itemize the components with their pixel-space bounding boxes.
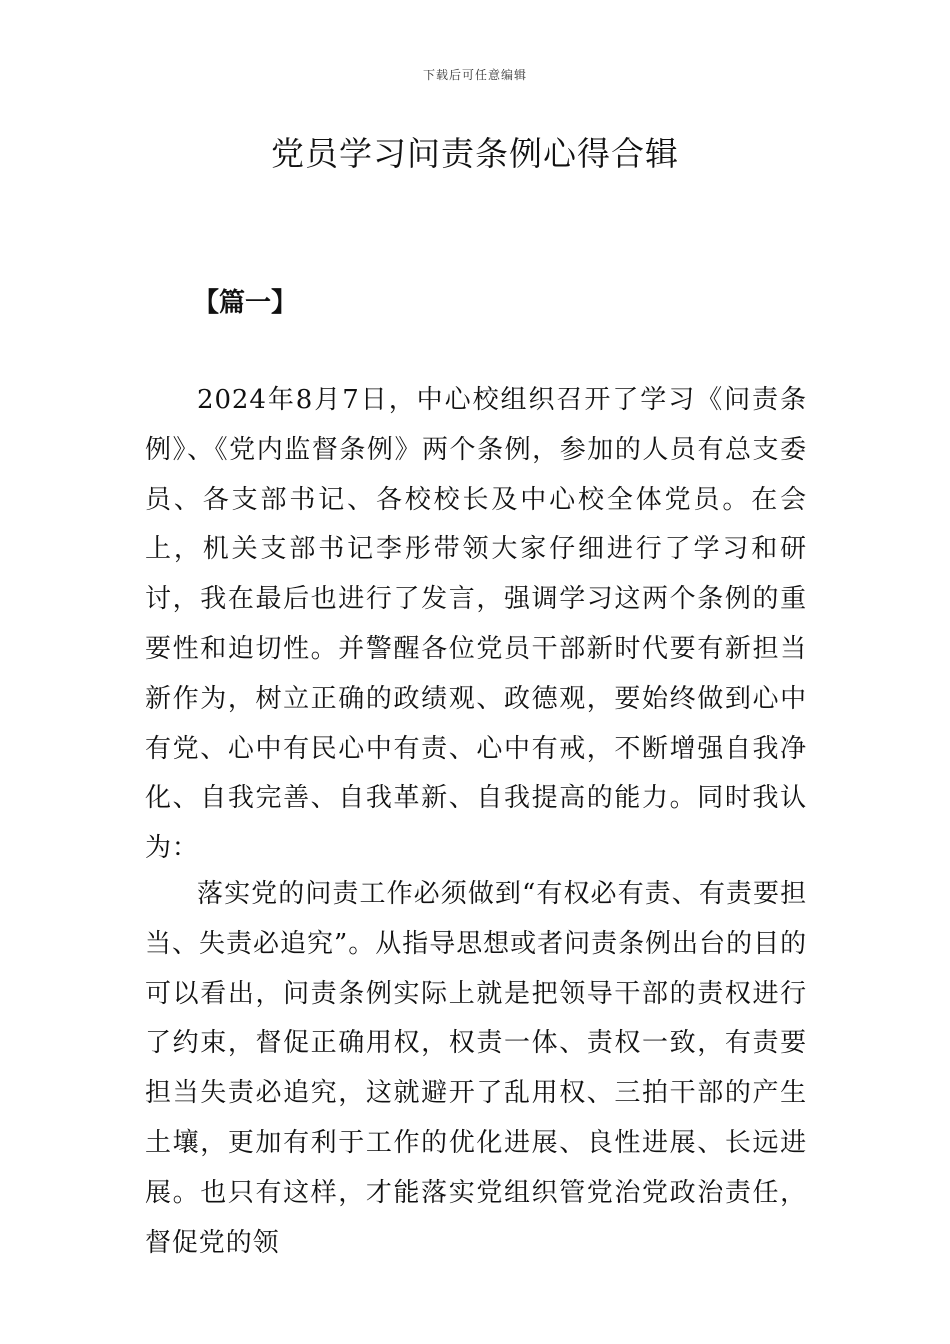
document-title: 党员学习问责条例心得合辑 (271, 134, 679, 173)
body-paragraph-2: 落实党的问责工作必须做到“有权必有责、有责要担当、失责必追究”。从指导思想或者问责条例出台的目的可以看出，问责条例实际上就是把领导干部的责权进行了约束，督促正确用权，权责一体、责权一致，有责要担当失责必追究，这就避开了乱用权、三拍干部的产生土壤，更加有利于工作的优化进展、良性进展、长远进展。也只有这样，才能落实党组织管党治党政治责任，督促党的领 (145, 879, 807, 1258)
section-heading: 【篇一】 (193, 288, 298, 318)
body-paragraph-1: 2024年8月7日，中心校组织召开了学习《问责条例》、《党内监督条例》两个条例，参加的人员有总支委员、各支部书记、各校校长及中心校全体党员。在会上，机关支部书记李彤带领大家仔细进行了学习和研讨，我在最后也进行了发言，强调学习这两个条例的重要性和迫切性。并警醒各位党员干部新时代要有新担当新作为，树立正确的政绩观、政德观，要始终做到心中有党、心中有民心中有责、心中有戒，不断增强自我净化、自我完善、自我革新、自我提高的能力。同时我认为： (145, 385, 807, 864)
header-note: 下载后可任意编辑 (422, 68, 527, 82)
